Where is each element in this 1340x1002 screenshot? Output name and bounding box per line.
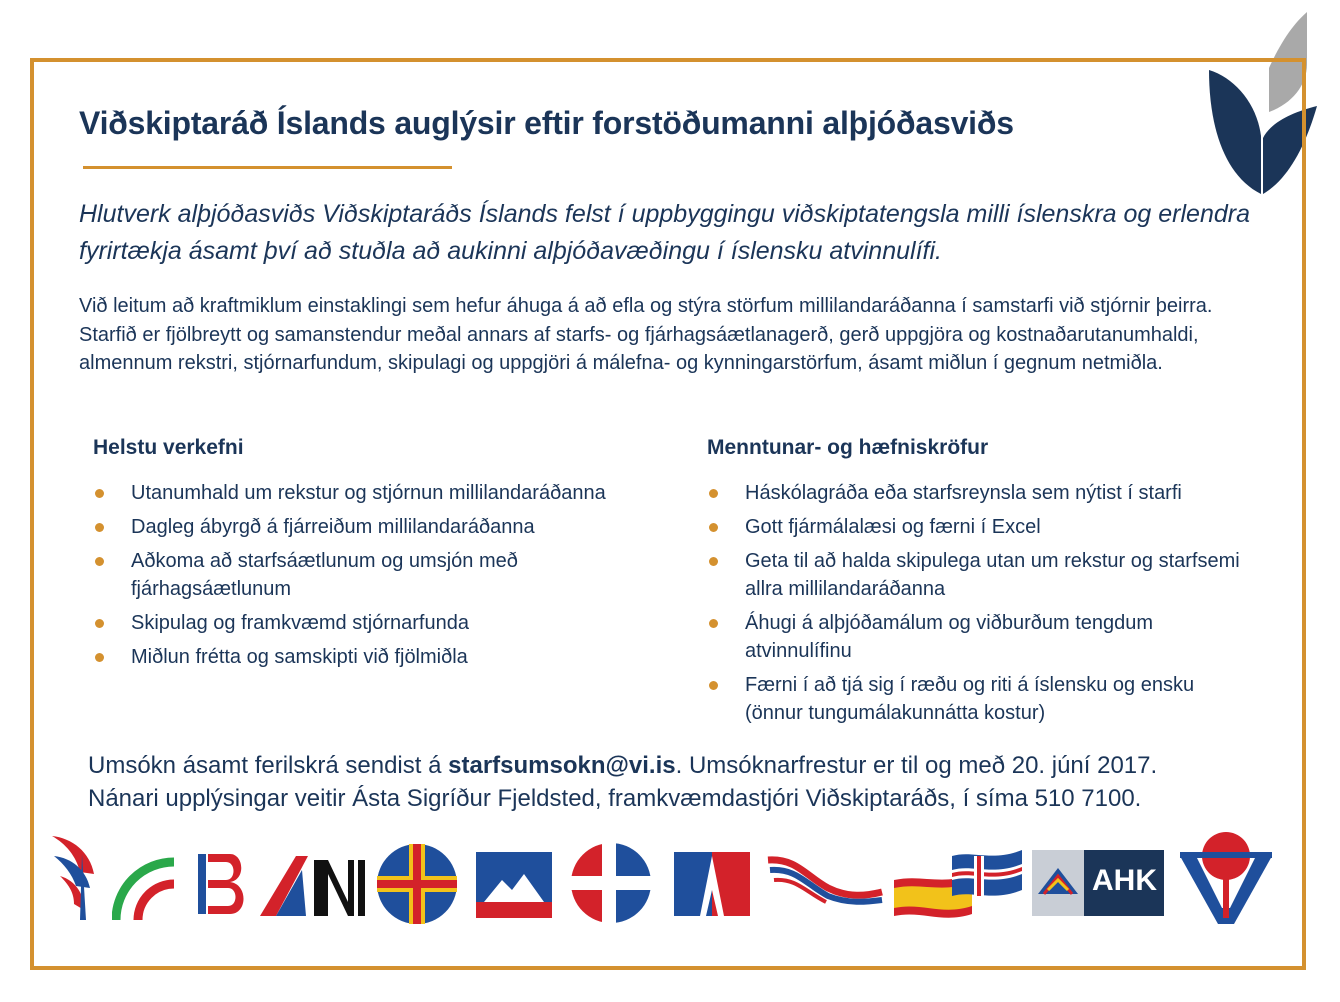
requirements-heading: Menntunar- og hæfniskröfur [707,436,989,459]
nordic-cross-logo [374,842,460,926]
bullet-icon [709,489,718,498]
list-item: Geta til að halda skipulega utan um rekstur og starfsemi allra millilandaráðanna [707,547,1247,603]
ad-title: Viðskiptaráð Íslands auglýsir eftir forstöðumanni alþjóðasviðs [79,105,1014,141]
ani-logo [258,852,368,918]
bullet-icon [95,489,104,498]
bullet-icon [709,557,718,566]
bullet-icon [95,653,104,662]
list-item: Miðlun frétta og samskipti við fjölmiðla [93,643,613,671]
list-item: Aðkoma að starfsáætlunum og umsjón með fjárhagsáætlunum [93,547,613,603]
chamber-seal-logo [1174,826,1278,930]
requirements-list [707,479,1247,727]
lead-paragraph: Hlutverk alþjóðasviðs Viðskiptaráðs Íslands felst í uppbyggingu viðskiptatengsla milli íslenskra og erlendra fyrirtækja ásamt því að stuðla að aukinni alþjóðavæðingu í íslensku atvinnulífi. [79,200,1250,265]
bullet-icon [709,681,718,690]
bullet-icon [95,523,104,532]
rainbow-arc-logo [112,844,182,922]
bullet-icon [95,619,104,628]
list-item: Utanumhald um rekstur og stjórnun millilandaráðanna [93,479,613,507]
list-item: Skipulag og framkvæmd stjórnarfunda [93,609,613,637]
tasks-list [93,479,613,671]
tasks-column [93,436,613,677]
danish-cross-logo [568,840,654,926]
requirements-column [707,436,1247,733]
ahk-label: AHK [1092,864,1157,897]
list-item: Gott fjármálalæsi og færni í Excel [707,513,1247,541]
bullet-icon [709,619,718,628]
wave-logo [766,854,884,910]
list-item: Háskólagráða eða starfsreynsla sem nýtist í starfi [707,479,1247,507]
title-underline [83,166,452,169]
b-logo [194,850,254,918]
tasks-heading: Helstu verkefni [93,436,244,459]
apply-suffix: . Umsóknarfrestur er til og með 20. júní 2017. [675,752,1158,779]
email-link[interactable]: starfsumsokn@vi.is [448,752,676,779]
mountain-logo [474,850,554,920]
apply-prefix: Umsókn ásamt ferilskrá sendist á [88,752,449,779]
list-item: Færni í að tjá sig í ræðu og riti á íslensku og ensku (önnur tungumálakunnátta kostur) [707,671,1247,727]
flag-wing-logo [50,834,108,922]
application-info [88,749,1298,815]
bullet-icon [709,523,718,532]
chamber-logos-row [46,820,1296,930]
contact-info: Nánari upplýsingar veitir Ásta Sigríður Fjeldsted, framkvæmdastjóri Viðskiptaráðs, í síma 510 7100. [88,785,1142,812]
spanish-flag-logo [892,844,1024,918]
list-item: Áhugi á alþjóðamálum og viðburðum tengdum atvinnulífinu [707,609,1247,665]
bullet-icon [95,557,104,566]
intro-paragraph: Við leitum að kraftmiklum einstaklingi sem hefur áhuga á að efla og stýra störfum millilandaráðanna í samstarfi við stjórnir þeirra. Starfið er fjölbreytt og samanstendur meðal annars af starfs- og fjárhagsáætlanagerð, gerð uppgjöra og kostnaðarutanumhaldi, almennum rekstri, stjórnarfundum, skipulagi og uppgjöri á málefna- og kynningarstörfum, ásamt miðlun í gegnum netmiðla. [79,295,1213,374]
french-tower-logo [672,850,752,918]
list-item: Dagleg ábyrgð á fjárreiðum millilandaráðanna [93,513,613,541]
ahk-logo [1032,850,1164,916]
